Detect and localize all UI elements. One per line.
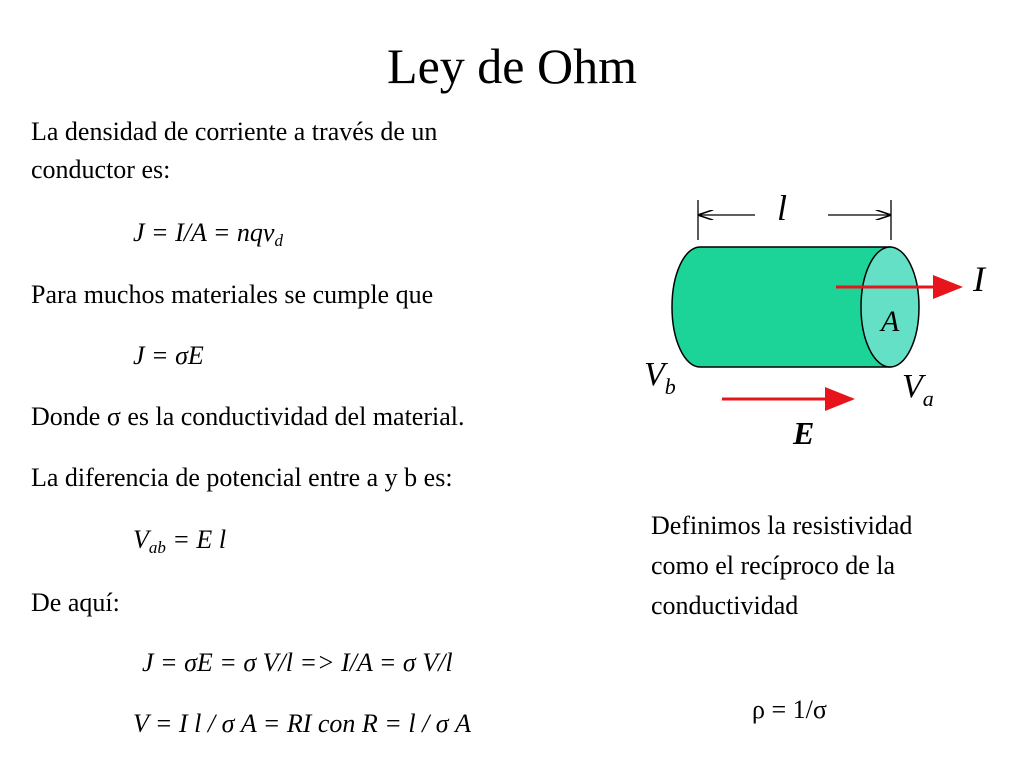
- potential-b-main: V: [644, 356, 665, 393]
- equation-current-density-sub: d: [274, 231, 283, 250]
- equation-current-density-main: J = I/A = nqv: [133, 218, 275, 247]
- equation-potential-rest: = E l: [165, 525, 227, 554]
- equation-current-density: [133, 215, 283, 251]
- equation-potential-v: V: [133, 525, 149, 554]
- paragraph-conductivity: [31, 399, 465, 435]
- paragraph-from-here: De aquí:: [31, 588, 120, 617]
- page-title: Ley de Ohm: [387, 38, 637, 94]
- cylinder-body: [672, 247, 890, 367]
- field-label: E: [793, 415, 815, 451]
- conductor-diagram: [640, 185, 985, 460]
- equation-resistance: V = I l / σ A = RI con R = l / σ A: [133, 709, 471, 738]
- paragraph-conductivity-start: Donde: [31, 402, 101, 431]
- paragraph-potential: La diferencia de potencial entre a y b es:: [31, 463, 453, 492]
- length-label: l: [777, 188, 788, 228]
- paragraph-materials: Para muchos materiales se cumple que: [31, 280, 434, 309]
- equation-derivation: J = σE = σ V/l => I/A = σ V/l: [142, 648, 453, 677]
- length-dimension: [698, 188, 891, 240]
- potential-a-label: [902, 368, 934, 411]
- potential-b-sub: b: [664, 374, 676, 399]
- equation-potential: [133, 522, 226, 558]
- potential-a-main: V: [902, 368, 923, 405]
- potential-a-sub: a: [922, 386, 934, 411]
- resistivity-equation: ρ = 1/σ: [752, 695, 827, 724]
- resistivity-definition: Definimos la resistividad como el recíproco de la conductividad: [651, 511, 913, 620]
- conductor-cylinder: [672, 247, 919, 367]
- sigma-symbol: σ: [106, 402, 121, 431]
- area-label: A: [881, 305, 900, 338]
- intro-line-1: La densidad de corriente a través de un: [31, 117, 438, 146]
- equation-potential-sub: ab: [148, 538, 166, 557]
- equation-ohm-microscopic: J = σE: [133, 341, 204, 370]
- paragraph-conductivity-end: es la conductividad del material.: [127, 402, 465, 431]
- current-label: I: [973, 259, 985, 299]
- potential-b-label: [644, 356, 676, 399]
- intro-line-2: conductor es:: [31, 155, 171, 184]
